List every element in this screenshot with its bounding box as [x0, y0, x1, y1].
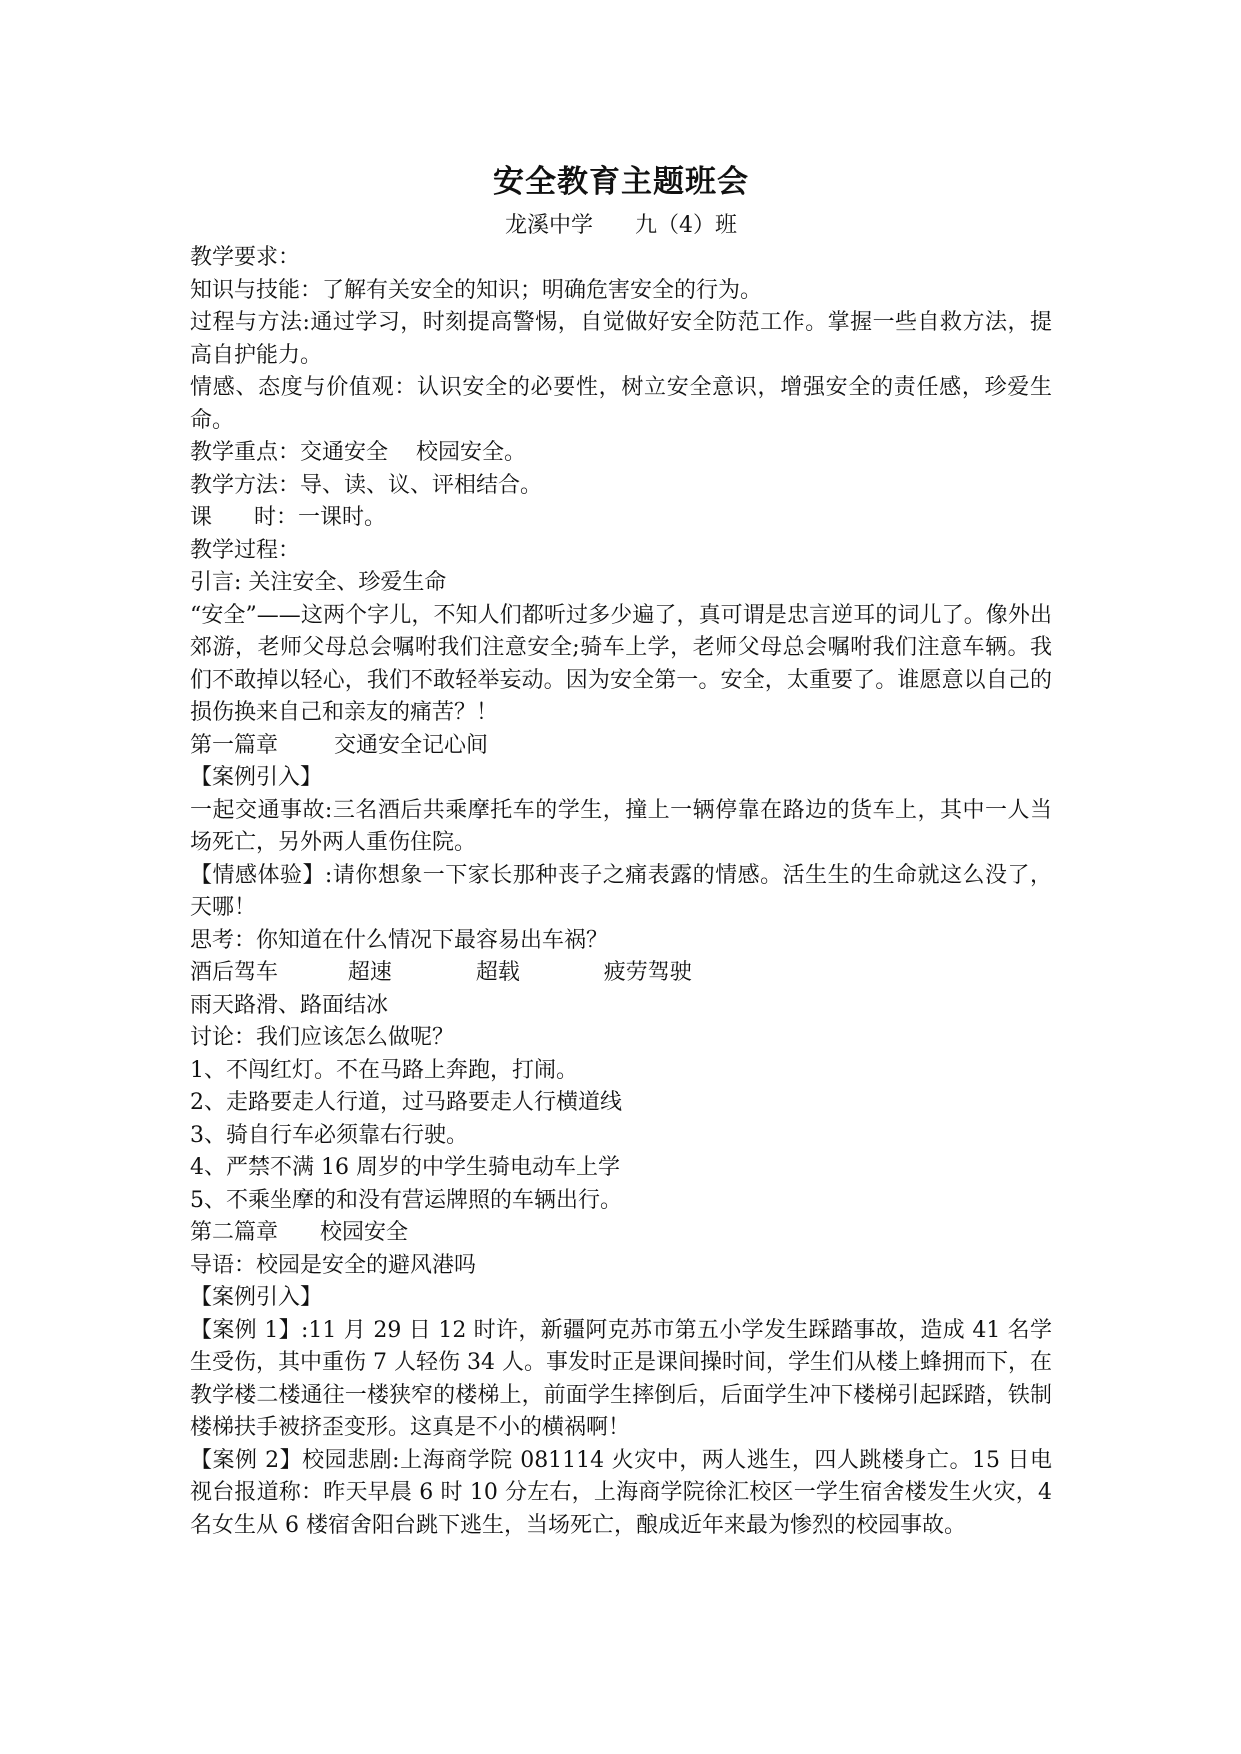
document-subtitle: 龙溪中学 九（4）班	[505, 213, 737, 238]
paragraph-class-hours: 课 时：一课时。	[190, 505, 386, 530]
paragraph-think-question: 思考：你知道在什么情况下最容易出车祸？	[190, 927, 609, 953]
paragraph-emotions-values: 情感、态度与价值观：认识安全的必要性，树立安全意识，增强安全的责任感，珍爱生命。	[190, 375, 1052, 433]
paragraph-emotional-experience: 【情感体验】:请你想象一下家长那种丧子之痛表露的情感。活生生的生命就这么没了，天哪！	[190, 862, 1052, 920]
section-heading-process: 教学过程：	[190, 537, 301, 563]
case-intro-label: 【案例引入】	[190, 1285, 323, 1310]
paragraph-road-conditions: 雨天路滑、路面结冰	[190, 992, 389, 1018]
paragraph-knowledge-skills: 知识与技能：了解有关安全的知识；明确危害安全的行为。	[190, 277, 763, 303]
case-intro-label: 【案例引入】	[190, 765, 323, 790]
paragraph-safety-essay: “安全”——这两个字儿，不知人们都听过多少遍了，真可谓是忠言逆耳的词儿了。像外出郊游，老师父母总会嘱咐我们注意安全;骑车上学，老师父母总会嘱咐我们注意车辆。我们不敢掉以轻心，我们不敢轻举妄动。因为安全第一。安全，太重要了。谁愿意以自己的损伤换来自己和亲友的痛苦？！	[190, 602, 1052, 725]
list-item: 1、不闯红灯。不在马路上奔跑，打闹。	[190, 1057, 578, 1083]
list-item: 3、骑自行车必须靠右行驶。	[190, 1122, 468, 1148]
paragraph-campus-lead: 导语：校园是安全的避风港吗	[190, 1252, 477, 1278]
paragraph-traffic-accident: 一起交通事故:三名酒后共乘摩托车的学生，撞上一辆停靠在路边的货车上，其中一人当场死亡，另外两人重伤住院。	[190, 797, 1052, 855]
paragraph-introduction: 引言: 关注安全、珍爱生命	[190, 570, 447, 595]
paragraph-risk-factors: 酒后驾车 超速 超载 疲劳驾驶	[190, 960, 692, 985]
paragraph-case-1: 【案例 1】:11 月 29 日 12 时许，新疆阿克苏市第五小学发生踩踏事故，造成 41 名学生受伤，其中重伤 7 人轻伤 34 人。事发时正是课间操时间，学生们从楼上蜂拥而下，在教学楼二楼通往一楼狭窄的楼梯上，前面学生摔倒后，后面学生冲下楼梯引起踩踏，铁制楼梯扶手被挤歪变形。这真是不小的横祸啊！	[190, 1317, 1052, 1440]
section-heading-requirements: 教学要求：	[190, 245, 301, 270]
paragraph-case-2: 【案例 2】校园悲剧:上海商学院 081114 火灾中，两人逃生，四人跳楼身亡。15 日电视台报道称：昨天早晨 6 时 10 分左右，上海商学院徐汇校区一学生宿舍楼发生火灾，4 名女生从 6 楼宿舍阳台跳下逃生，当场死亡，酿成近年来最为惨烈的校园事故。	[190, 1447, 1059, 1538]
paragraph-discussion: 讨论：我们应该怎么做呢？	[190, 1025, 455, 1050]
paragraph-process-methods: 过程与方法:通过学习，时刻提高警惕，自觉做好安全防范工作。掌握一些自救方法，提高自护能力。	[190, 310, 1052, 368]
paragraph-key-points: 教学重点：交通安全 校园安全。	[190, 440, 526, 465]
document-body	[190, 160, 1059, 1542]
chapter-heading-campus: 第二篇章 校园安全	[190, 1220, 408, 1245]
paragraph-teaching-methods: 教学方法：导、读、议、评相结合。	[190, 472, 543, 498]
list-item: 4、严禁不满 16 周岁的中学生骑电动车上学	[190, 1155, 620, 1180]
list-item: 5、不乘坐摩的和没有营运牌照的车辆出行。	[190, 1187, 622, 1213]
chapter-heading-traffic: 第一篇章 交通安全记心间	[190, 732, 488, 758]
list-item: 2、走路要走人行道，过马路要走人行横道线	[190, 1090, 622, 1115]
document-title: 安全教育主题班会	[493, 164, 749, 200]
